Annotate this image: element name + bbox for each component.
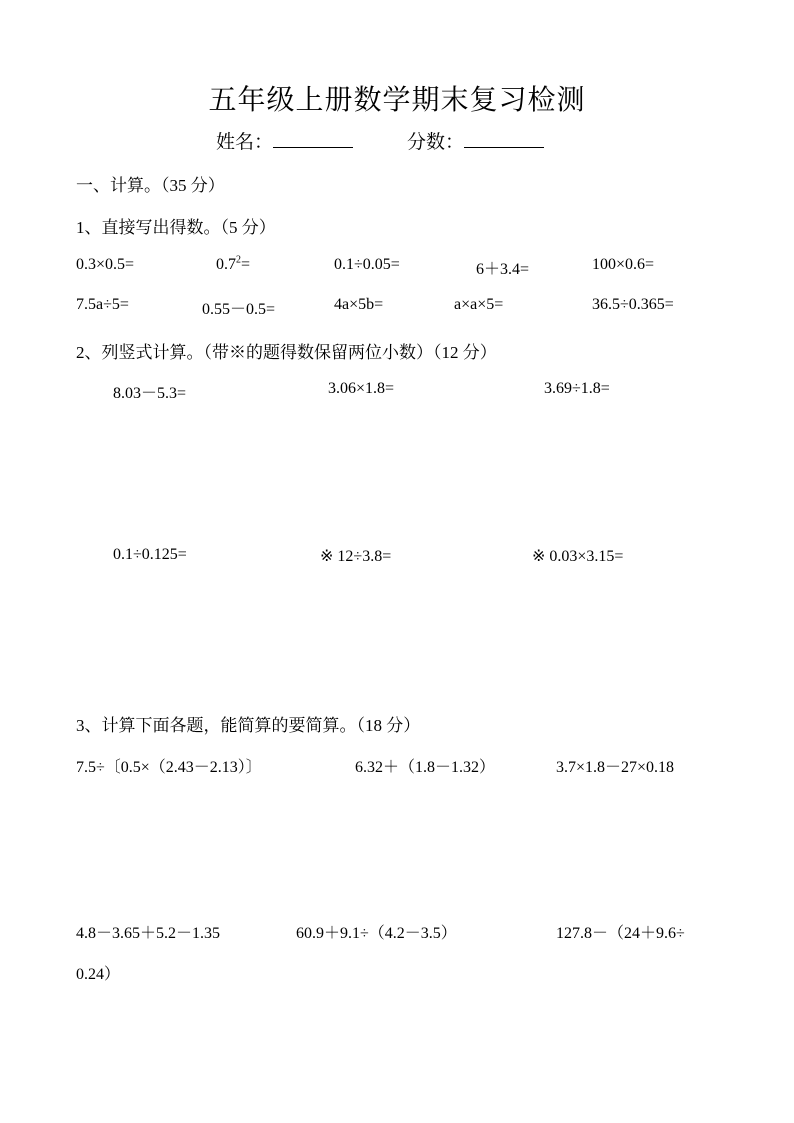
vertical-calc-item: 3.06×1.8=: [328, 380, 395, 397]
part2-heading: 2、列竖式计算。（带※的题得数保留两位小数）（12 分）: [76, 343, 497, 362]
oral-item: 0.3×0.5=: [76, 256, 135, 273]
simplify-item: 60.9＋9.1÷（4.2－3.5）: [296, 925, 457, 942]
oral-item: 0.55－0.5=: [202, 301, 276, 318]
page-title: 五年级上册数学期末复习检测: [208, 85, 586, 116]
oral-item: 100×0.6=: [592, 256, 655, 273]
vertical-calc-item: 0.1÷0.125=: [113, 546, 187, 563]
simplify-item-continued: 0.24）: [76, 966, 121, 983]
oral-item: 6＋3.4=: [476, 261, 530, 278]
part3-heading: 3、计算下面各题，能简算的要简算。（18 分）: [76, 716, 421, 735]
oral-item: 7.5a÷5=: [76, 296, 129, 313]
name-field: [216, 127, 353, 154]
vertical-calc-item: 8.03－5.3=: [113, 385, 187, 402]
score-blank[interactable]: [464, 146, 544, 148]
simplify-item: 4.8－3.65＋5.2－1.35: [76, 925, 221, 942]
name-label: 姓名：: [216, 132, 274, 153]
power-base: 0.7: [216, 256, 236, 273]
name-blank[interactable]: [273, 146, 353, 148]
simplify-item: 127.8－（24＋9.6÷: [556, 925, 685, 942]
simplify-item: 7.5÷〔0.5×（2.43－2.13）〕: [76, 759, 262, 776]
oral-item-power: [216, 256, 250, 274]
oral-item: 4a×5b=: [334, 296, 384, 313]
oral-item: 0.1÷0.05=: [334, 256, 400, 273]
part1-heading: 1、直接写出得数。（5 分）: [76, 218, 276, 237]
power-exponent: 2: [236, 254, 241, 266]
vertical-calc-item: ※ 0.03×3.15=: [532, 548, 624, 565]
score-field: [407, 127, 544, 154]
vertical-calc-item: ※ 12÷3.8=: [320, 548, 392, 565]
section1-heading: 一、计算。（35 分）: [76, 176, 225, 195]
oral-item: 36.5÷0.365=: [592, 296, 674, 313]
power-equals: =: [241, 256, 251, 273]
vertical-calc-item: 3.69÷1.8=: [544, 380, 610, 397]
simplify-item: 6.32＋（1.8－1.32）: [355, 759, 496, 776]
simplify-item: 3.7×1.8－27×0.18: [556, 759, 675, 776]
oral-item: a×a×5=: [454, 296, 504, 313]
score-label: 分数：: [407, 132, 465, 153]
